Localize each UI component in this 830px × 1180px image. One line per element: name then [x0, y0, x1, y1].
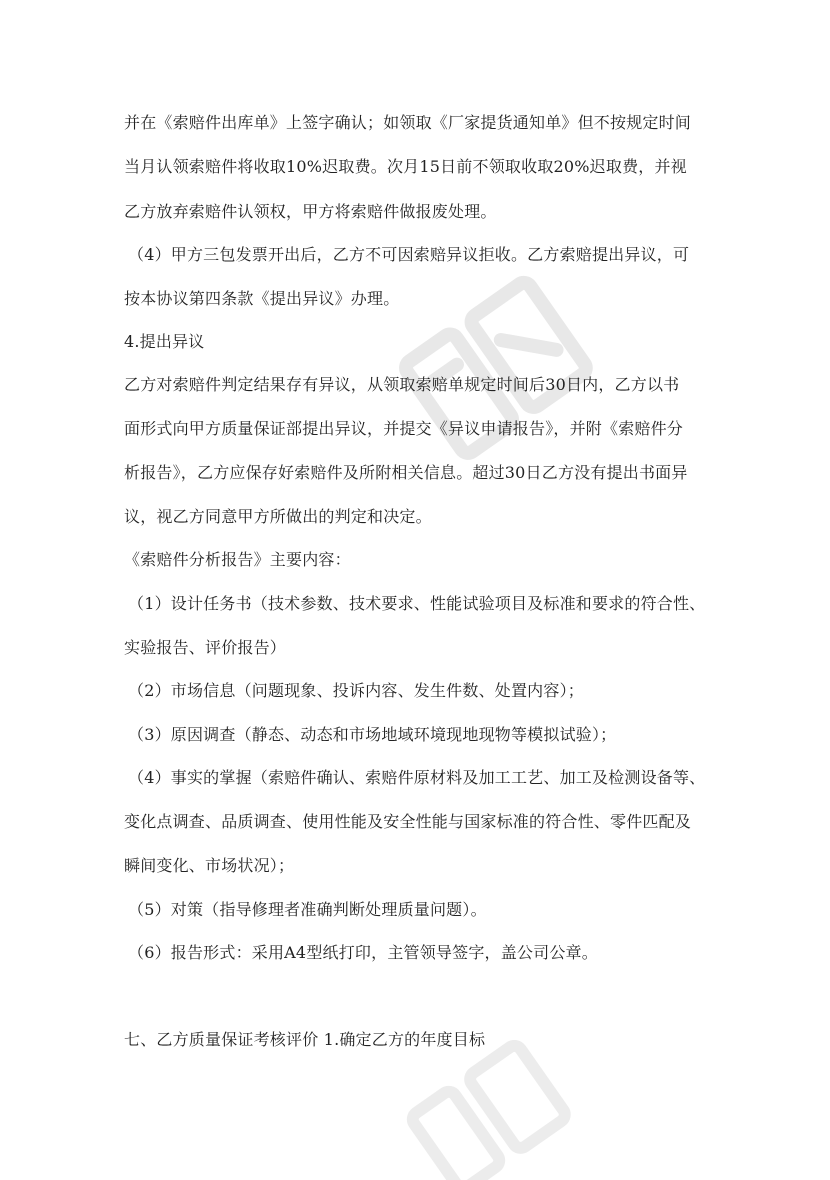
text-line: （4）甲方三包发票开出后，乙方不可因索赔异议拒收。乙方索赔提出异议，可: [128, 245, 690, 264]
watermark-upper: [380, 250, 620, 480]
list-item: （5）对策（指导修理者准确判断处理质量问题）。: [128, 900, 487, 919]
text-line: 议，视乙方同意甲方所做出的判定和决定。: [124, 507, 432, 526]
text-line: 变化点调查、品质调查、使用性能及安全性能与国家标准的符合性、零件匹配及: [124, 812, 692, 831]
watermark-logo-lower: [390, 1040, 590, 1180]
text-line: 瞬间变化、市场状况）；: [124, 856, 295, 875]
text-line: 实验报告、评价报告）: [124, 638, 287, 657]
text-line: 乙方对索赔件判定结果存有异议，从领取索赔单规定时间后30日内，乙方以书: [124, 375, 680, 394]
list-item: （1）设计任务书（技术参数、技术要求、性能试验项目及标准和要求的符合性、: [128, 594, 706, 613]
text-line: 《索赔件分析报告》主要内容：: [124, 550, 351, 569]
text-line: 析报告》，乙方应保存好索赔件及所附相关信息。超过30日乙方没有提出书面异: [124, 463, 688, 482]
list-item: （2）市场信息（问题现象、投诉内容、发生件数、处置内容）；: [128, 681, 584, 700]
list-item: （4）事实的掌握（索赔件确认、索赔件原材料及加工工艺、加工及检测设备等、: [128, 768, 706, 787]
text-line: 面形式向甲方质量保证部提出异议，并提交《异议申请报告》，并附《索赔件分: [124, 419, 684, 438]
list-item: （3）原因调查（静态、动态和市场地域环境现地现物等模拟试验）；: [128, 725, 617, 744]
text-line: 并在《索赔件出库单》上签字确认；如领取《厂家提货通知单》但不按规定时间: [124, 113, 692, 132]
text-line: 当月认领索赔件将收取10%迟取费。次月15日前不领取收取20%迟取费，并视: [124, 157, 687, 176]
text-line: 按本协议第四条款《提出异议》办理。: [124, 289, 400, 308]
section-heading: 七、乙方质量保证考核评价 1.确定乙方的年度目标: [124, 1030, 486, 1049]
list-item: （6）报告形式：采用A4型纸打印，主管领导签字，盖公司公章。: [128, 943, 598, 962]
watermark-logo: [380, 250, 620, 480]
section-heading: 4.提出异议: [124, 332, 205, 351]
text-line: 乙方放弃索赔件认领权，甲方将索赔件做报废处理。: [124, 202, 497, 221]
watermark-lower: [390, 1040, 590, 1180]
